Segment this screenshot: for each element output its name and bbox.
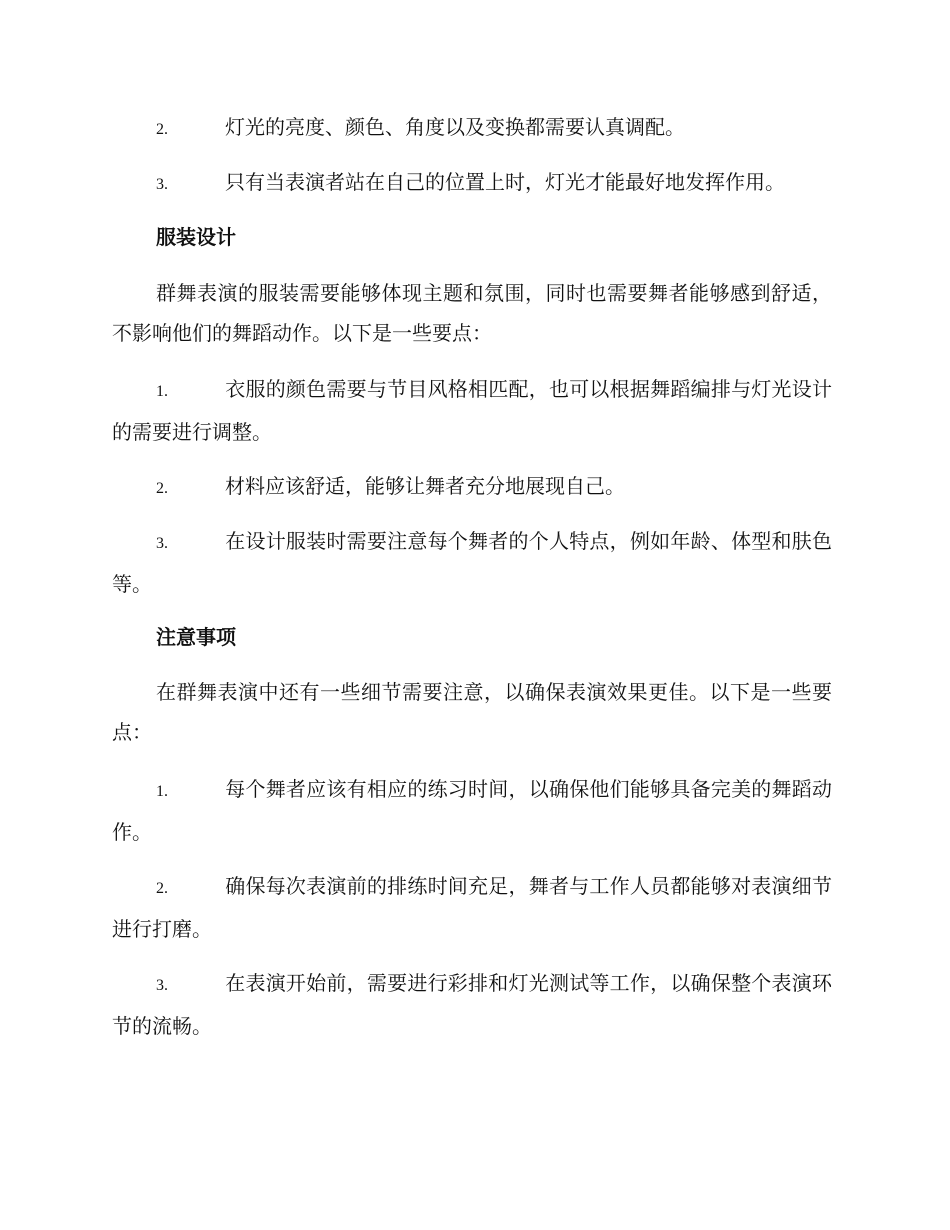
section-heading-costume: 服装设计 — [156, 225, 236, 249]
list-text: 衣服的颜色需要与节目风格相匹配，也可以根据舞蹈编排与灯光设计的需要进行调整。 — [112, 377, 832, 444]
list-text: 在表演开始前，需要进行彩排和灯光测试等工作，以确保整个表演环节的流畅。 — [112, 971, 832, 1038]
list-number: 3. — [156, 535, 168, 552]
list-text: 材料应该舒适，能够让舞者充分地展现自己。 — [225, 474, 625, 498]
list-item-costume-2 — [112, 466, 832, 509]
list-text: 只有当表演者站在自己的位置上时，灯光才能最好地发挥作用。 — [225, 170, 785, 194]
list-text: 在设计服装时需要注意每个舞者的个人特点，例如年龄、体型和肤色等。 — [112, 529, 832, 596]
list-item-notes-3 — [112, 963, 832, 1046]
list-number: 3. — [156, 176, 168, 193]
list-text: 每个舞者应该有相应的练习时间，以确保他们能够具备完美的舞蹈动作。 — [112, 777, 832, 844]
list-item-notes-2 — [112, 866, 832, 949]
list-item-costume-1 — [112, 369, 832, 452]
list-text: 确保每次表演前的排练时间充足，舞者与工作人员都能够对表演细节进行打磨。 — [112, 874, 832, 941]
list-number: 3. — [156, 977, 168, 994]
list-item-lighting-2 — [112, 107, 832, 150]
notes-intro-paragraph: 在群舞表演中还有一些细节需要注意，以确保表演效果更佳。以下是一些要点： — [112, 680, 832, 744]
list-item-notes-1 — [112, 769, 832, 852]
list-item-lighting-3 — [112, 162, 832, 205]
costume-intro-paragraph: 群舞表演的服装需要能够体现主题和氛围，同时也需要舞者能够感到舒适，不影响他们的舞蹈动作。以下是一些要点： — [112, 281, 832, 345]
list-number: 1. — [156, 383, 168, 400]
list-text: 灯光的亮度、颜色、角度以及变换都需要认真调配。 — [225, 115, 685, 139]
list-item-costume-3 — [112, 521, 832, 604]
list-number: 1. — [156, 783, 168, 800]
list-number: 2. — [156, 121, 168, 138]
list-number: 2. — [156, 880, 168, 897]
section-heading-notes: 注意事项 — [156, 625, 236, 649]
list-number: 2. — [156, 480, 168, 497]
